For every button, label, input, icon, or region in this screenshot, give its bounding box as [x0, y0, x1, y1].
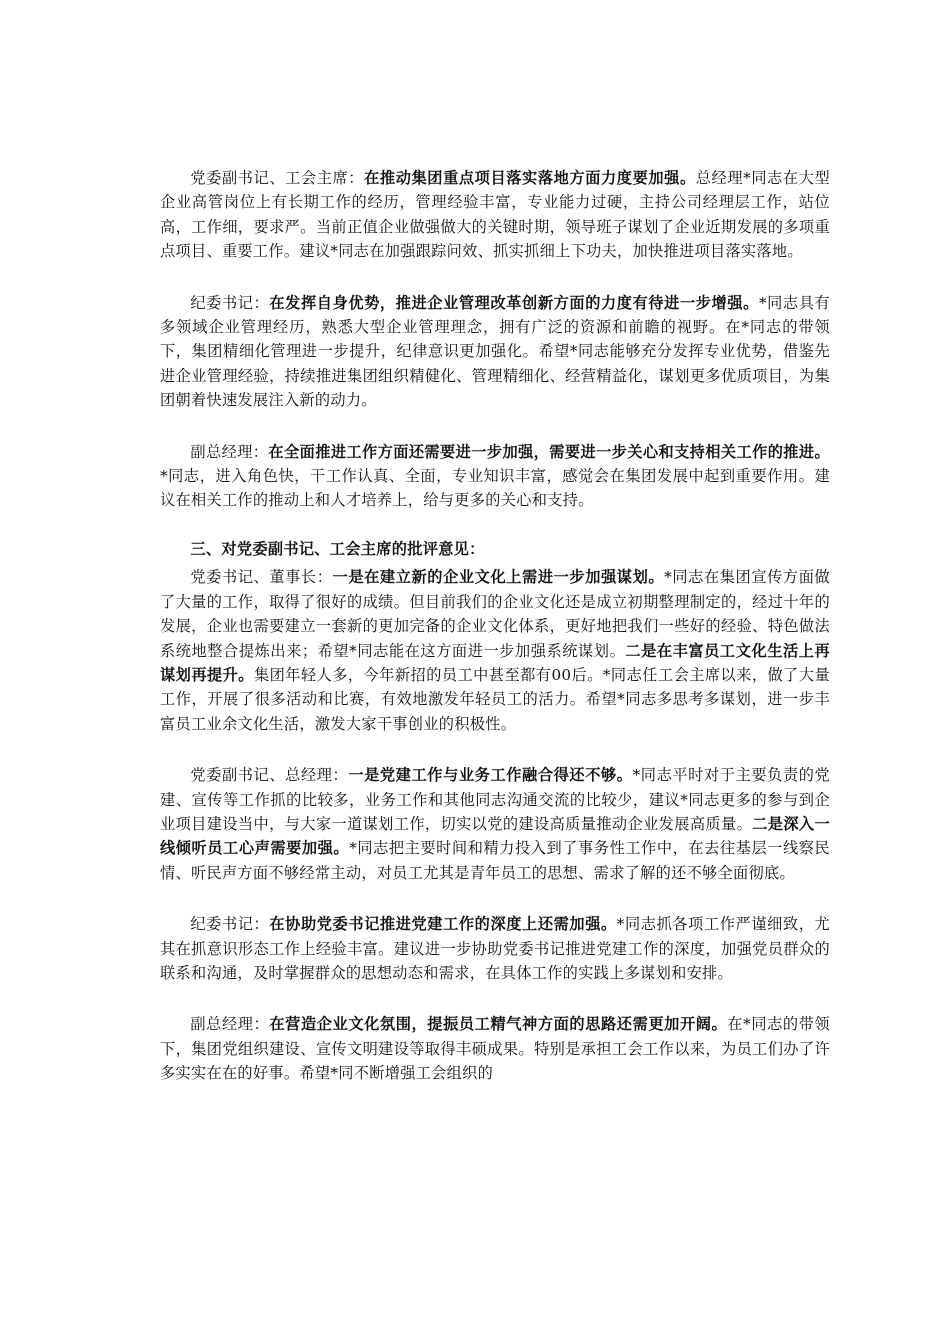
criticism-paragraph [160, 565, 830, 736]
speaker-label: 副总经理： [190, 442, 269, 461]
speaker-label: 纪委书记： [190, 915, 270, 934]
criticism-body: 在*同志的带领下，集团党组织建设、宣传文明建设等取得丰硕成果。特别是承担工会工作以来，为员工们办了许多实实在在的好事。希望*同不断增强工会组织的 [160, 1015, 830, 1083]
criticism-body: *同志在集团宣传方面做了大量的工作，取得了很好的成绩。但目前我们的企业文化还是成立初期整理制定的，经过十年的发展，企业也需要建立一套新的更加完备的企业文化体系，更好地把我们一些好的经验、特色做法系统地整合提炼出来；希望*同志能在这方面进一步加强系统谋划。 [160, 568, 830, 660]
criticism-paragraph [160, 912, 830, 985]
criticism-paragraph [160, 1012, 830, 1085]
criticism-body: *同志把主要时间和精力投入到了事务性工作中，在去往基层一线察民情、听民声方面不够经常主动，对员工尤其是青年员工的思想、需求了解的还不够全面彻底。 [160, 839, 830, 882]
comment-body: 总经理*同志在大型企业高管岗位上有长期工作的经历，管理经验丰富，专业能力过硬，主持公司经理层工作，站位高，工作细，要求严。当前正值企业做强做大的关键时期，领导班子谋划了企业近期发展的多项重点项目、重要工作。建议*同志在加强跟踪问效、抓实抓细上下功夫，加快推进项目落实落地。 [160, 169, 830, 261]
criticism-key-point: 二是深入一线倾听员工心声需要加强。 [160, 814, 830, 858]
criticism-key-point: 二是在丰富员工文化生活上再谋划再提升。 [160, 641, 831, 684]
criticism-key-point: 在协助党委书记推进党建工作的深度上还需加强。 [269, 915, 617, 934]
comment-key-point: 在推动集团重点项目落实落地方面力度要加强。 [364, 169, 696, 187]
criticism-body: *同志抓各项工作严谨细致，尤其在抓意识形态工作上经验丰富。建议进一步协助党委书记推进党建工作的深度，加强党员群众的联系和沟通，及时掌握群众的思想动态和需求，在具体工作的实践上多谋划和安排。 [160, 915, 830, 982]
comment-body: *同志具有多领域企业管理经历，熟悉大型企业管理理念，拥有广泛的资源和前瞻的视野。在*同志的带领下，集团精细化管理进一步提升，纪律意识更加强化。希望*同志能够充分发挥专业优势，借鉴先进企业管理经验，持续推进集团组织精健化、管理精细化、经营精益化，谋划更多优质项目，为集团朝着快速发展注入新的动力。 [160, 293, 831, 410]
speaker-label: 党委副书记、工会主席： [190, 169, 365, 187]
comment-paragraph [160, 291, 830, 413]
comment-paragraph [160, 440, 830, 513]
comment-body: *同志，进入角色快，干工作认真、全面，专业知识丰富，感觉会在集团发展中起到重要作用。建议在相关工作的推动上和人才培养上，给与更多的关心和支持。 [160, 467, 830, 510]
document-body [160, 166, 830, 1086]
speaker-label: 党委书记、董事长： [190, 568, 333, 587]
criticism-body: *同志平时对于主要负责的党建、宣传等工作抓的比较多，业务工作和其他同志沟通交流的比较少，建议*同志更多的参与到企业项目建设当中，与大家一道谋划工作，切实以党的建设高质量推动企业发展高质量。 [160, 766, 831, 833]
speaker-label: 副总经理： [190, 1015, 270, 1034]
speaker-label: 纪委书记： [190, 293, 270, 312]
comment-key-point: 在发挥自身优势，推进企业管理改革创新方面的力度有待进一步增强。 [269, 293, 759, 312]
section-heading: 三、对党委副书记、工会主席的批评意见： [190, 539, 485, 558]
speaker-label: 党委副书记、总经理： [190, 766, 349, 785]
criticism-key-point: 一是在建立新的企业文化上需进一步加强谋划。 [332, 568, 665, 587]
criticism-body: 集团年轻人多，今年新招的员工中甚至都有00后。*同志任工会主席以来，做了大量工作，开展了很多活动和比赛，有效地激发年轻员工的活力。希望*同志多思考多谋划，进一步丰富员工业余文化生活，激发大家干事创业的积极性。 [160, 665, 830, 733]
criticism-key-point: 在营造企业文化氛围，提振员工精气神方面的思路还需更加开阔。 [269, 1015, 728, 1034]
criticism-paragraph [160, 763, 830, 885]
comment-key-point: 在全面推进工作方面还需要进一步加强，需要进一步关心和支持相关工作的推进。 [268, 442, 830, 461]
comment-paragraph [160, 166, 830, 264]
criticism-key-point: 一是党建工作与业务工作融合得还不够。 [348, 766, 633, 785]
